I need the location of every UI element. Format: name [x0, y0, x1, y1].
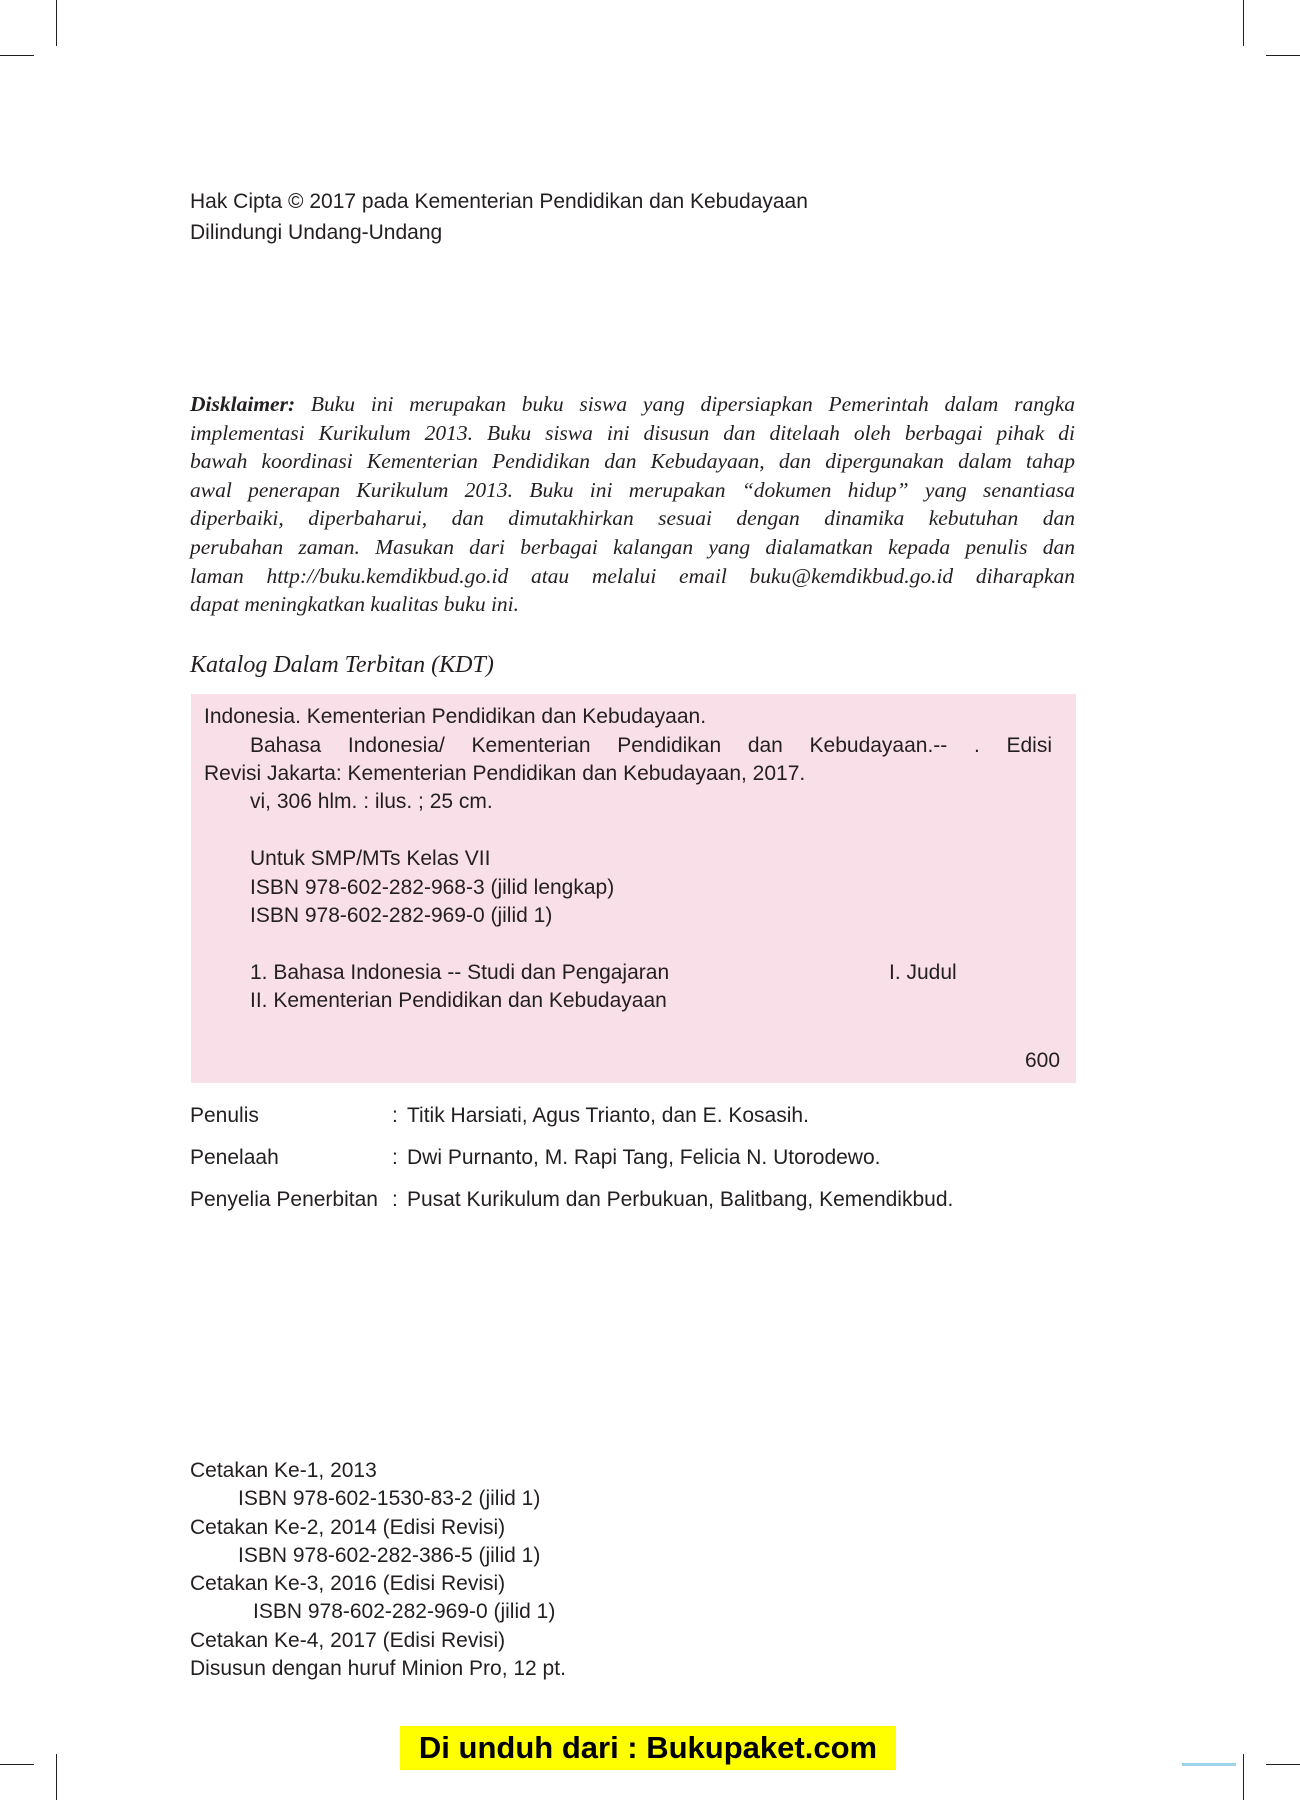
kdt-subject-line: 1. Bahasa Indonesia -- Studi dan Pengajaran [250, 961, 670, 984]
kdt-title-line: Bahasa Indonesia/ Kementerian Pendidikan dan Kebudayaan.-- . Edisi [250, 734, 1052, 757]
kdt-publisher-line: Revisi Jakarta: Kementerian Pendidikan dan Kebudayaan, 2017. [204, 762, 806, 785]
kdt-catalog-box [191, 694, 1076, 1083]
crop-mark-top-right [1243, 0, 1244, 46]
printing-isbn: ISBN 978-602-1530-83-2 (jilid 1) [238, 1487, 541, 1511]
download-source-banner: Di unduh dari : Bukupaket.com [400, 1726, 896, 1770]
copyright-line: Hak Cipta © 2017 pada Kementerian Pendidikan dan Kebudayaan [190, 190, 808, 213]
disclaimer-line: perubahan zaman. Masukan dari berbagai kalangan yang dialamatkan kepada penulis dan [190, 534, 1075, 559]
crop-mark-top-left [56, 0, 57, 46]
crop-mark-bottom-left [56, 1754, 57, 1800]
credit-value: Dwi Purnanto, M. Rapi Tang, Felicia N. Utorodewo. [407, 1146, 881, 1169]
credit-label: Penulis [190, 1104, 259, 1127]
kdt-corporate-entry: II. Kementerian Pendidikan dan Kebudayaan [250, 989, 667, 1012]
disclaimer-label: Disklaimer: [190, 392, 296, 416]
kdt-physical-description: vi, 306 hlm. : ilus. ; 25 cm. [250, 790, 493, 813]
kdt-title-entry: I. Judul [889, 961, 957, 984]
credit-label: Penelaah [190, 1146, 279, 1169]
credit-colon: : [392, 1104, 398, 1127]
credit-label: Penyelia Penerbitan [190, 1188, 378, 1211]
disclaimer-paragraph [190, 390, 1075, 619]
disclaimer-line: laman http://buku.kemdikbud.go.id atau melalui email buku@kemdikbud.go.id diharapkan [190, 563, 1075, 588]
kdt-audience-line: Untuk SMP/MTs Kelas VII [250, 847, 491, 870]
protected-by-law-line: Dilindungi Undang-Undang [190, 221, 443, 244]
printing-isbn: ISBN 978-602-282-386-5 (jilid 1) [238, 1543, 541, 1567]
kdt-heading: Katalog Dalam Terbitan (KDT) [190, 652, 494, 678]
credit-colon: : [392, 1146, 398, 1169]
kdt-author-line: Indonesia. Kementerian Pendidikan dan Kebudayaan. [204, 705, 707, 728]
disclaimer-line: awal penerapan Kurikulum 2013. Buku ini merupakan “dokumen hidup” yang senantiasa [190, 477, 1075, 502]
disclaimer-line: implementasi Kurikulum 2013. Buku siswa ini disusun dan ditelaah oleh berbagai pihak di [190, 420, 1075, 445]
credit-colon: : [392, 1188, 398, 1211]
disclaimer-line: Buku ini merupakan buku siswa yang dipersiapkan Pemerintah dalam rangka [295, 392, 1075, 416]
printing-entry: Cetakan Ke-4, 2017 (Edisi Revisi) [190, 1628, 506, 1652]
printing-history [190, 1457, 566, 1683]
decorative-mark [1182, 1763, 1236, 1766]
font-note: Disusun dengan huruf Minion Pro, 12 pt. [190, 1657, 566, 1681]
crop-mark-bottom-left-h [0, 1764, 34, 1765]
disclaimer-line: bawah koordinasi Kementerian Pendidikan dan Kebudayaan, dan dipergunakan dalam tahap [190, 449, 1075, 474]
printing-entry: Cetakan Ke-2, 2014 (Edisi Revisi) [190, 1515, 506, 1539]
credit-value: Titik Harsiati, Agus Trianto, dan E. Kosasih. [407, 1104, 809, 1127]
crop-mark-top-right-h [1266, 55, 1300, 56]
printing-entry: Cetakan Ke-3, 2016 (Edisi Revisi) [190, 1572, 506, 1596]
crop-mark-top-left-h [0, 55, 34, 56]
kdt-class-number: 600 [1025, 1049, 1061, 1072]
printing-isbn: ISBN 978-602-282-969-0 (jilid 1) [253, 1600, 556, 1624]
copyright-block [190, 186, 808, 248]
credit-value: Pusat Kurikulum dan Perbukuan, Balitbang, Kemendikbud. [407, 1188, 954, 1211]
crop-mark-bottom-right [1243, 1754, 1244, 1800]
kdt-isbn-volume: ISBN 978-602-282-969-0 (jilid 1) [250, 904, 553, 927]
crop-mark-bottom-right-h [1266, 1764, 1300, 1765]
disclaimer-line: diperbaiki, diperbaharui, dan dimutakhirkan sesuai dengan dinamika kebutuhan dan [190, 506, 1075, 531]
kdt-isbn-complete: ISBN 978-602-282-968-3 (jilid lengkap) [250, 876, 615, 899]
disclaimer-line: dapat meningkatkan kualitas buku ini. [190, 592, 520, 617]
printing-entry: Cetakan Ke-1, 2013 [190, 1459, 377, 1482]
